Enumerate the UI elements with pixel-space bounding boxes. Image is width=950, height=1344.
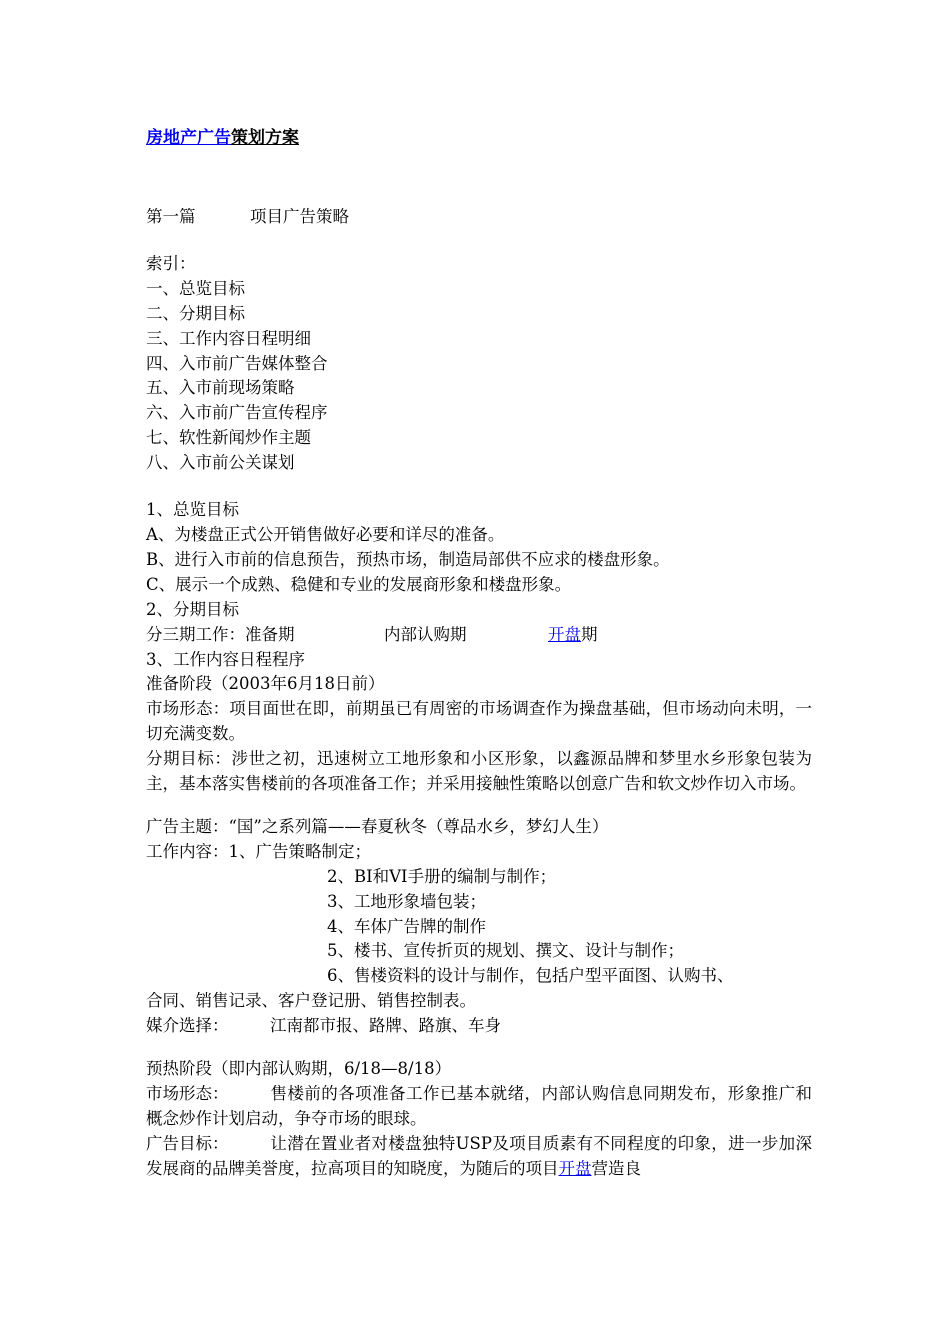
market-paragraph: 市场形态：项目面世在即，前期虽已有周密的市场调查作为操盘基础，但市场动向未明，一切充满变数。 [146, 699, 812, 744]
work-content-first [146, 840, 812, 865]
preheat-goal-text-end: 营造良 [591, 1158, 641, 1178]
opening-link[interactable]: 开盘 [548, 624, 581, 644]
work-item: 5、楼书、宣传折页的规划、撰文、设计与制作； [327, 941, 684, 961]
media-label: 媒介选择： [146, 1016, 229, 1036]
preheat-goal-label: 广告目标： [146, 1133, 229, 1153]
opening-link-2[interactable]: 开盘 [558, 1158, 592, 1178]
phase-2-label: 内部认购期 [384, 624, 467, 644]
phase-1-label: 分三期工作：准备期 [146, 624, 295, 644]
phases-line [146, 623, 812, 648]
media-line [146, 1014, 812, 1039]
work-item: 3、工地形象墙包装； [327, 891, 486, 911]
work-item: 4、车体广告牌的制作 [327, 916, 486, 936]
section-3-heading: 3、工作内容日程程序 [146, 649, 305, 669]
work-item-continuation: 合同、销售记录、客户登记册、销售控制表。 [146, 991, 476, 1011]
chapter-heading [146, 205, 812, 230]
preheat-market-paragraph [146, 1082, 812, 1132]
index-item: 五、入市前现场策略 [146, 378, 295, 398]
section-1-heading: 1、总览目标 [146, 500, 239, 520]
document-page [146, 120, 812, 1182]
chapter-label: 第一篇 [146, 207, 196, 226]
work-item: 2、BI和VI手册的编制与制作； [327, 866, 557, 886]
phase-3-suffix: 期 [581, 624, 598, 644]
work-item: 6、售楼资料的设计与制作，包括户型平面图、认购书、 [327, 966, 734, 986]
preheat-market-label: 市场形态： [146, 1084, 229, 1103]
preheat-heading: 预热阶段（即内部认购期，6/18—8/18） [146, 1059, 452, 1079]
media-value: 江南都市报、路牌、路旗、车身 [270, 1016, 501, 1036]
document-title [146, 126, 812, 152]
preheat-market-text: 售楼前的各项准备工作已基本就绪，内部认购信息同期发布，形象推广和概念炒作计划启动，争夺市场的眼球。 [146, 1084, 812, 1128]
title-rest: 策划方案 [231, 128, 299, 148]
section-1-line: C、展示一个成熟、稳健和专业的发展商形象和楼盘形象。 [146, 574, 572, 594]
index-item: 七、软性新闻炒作主题 [146, 428, 311, 448]
index-list [146, 277, 812, 476]
ad-theme: 广告主题：“国”之系列篇——春夏秋冬（尊品水乡，梦幻人生） [146, 816, 609, 836]
stage-1-heading: 准备阶段（2003年6月18日前） [146, 674, 385, 694]
section-2-heading: 2、分期目标 [146, 599, 239, 619]
section-1-line: B、进行入市前的信息预告，预热市场，制造局部供不应求的楼盘形象。 [146, 549, 670, 569]
work-content-label: 工作内容： [146, 841, 229, 861]
goal-paragraph: 分期目标：涉世之初，迅速树立工地形象和小区形象，以鑫源品牌和梦里水乡形象包装为主，基本落实售楼前的各项准备工作；并采用接触性策略以创意广告和软文炒作切入市场。 [146, 749, 812, 794]
chapter-name: 项目广告策略 [250, 207, 349, 226]
index-item: 一、总览目标 [146, 278, 245, 298]
index-item: 三、工作内容日程明细 [146, 328, 311, 348]
preheat-goal-text: 让潜在置业者对楼盘独特USP及项目质素有不同程度的印象，进一步加深发展商的品牌美誉度，拉高项目的知晓度，为随后的项目 [146, 1133, 812, 1178]
index-item: 六、入市前广告宣传程序 [146, 403, 328, 423]
index-item: 八、入市前公关谋划 [146, 453, 295, 473]
work-item: 1、广告策略制定； [228, 841, 371, 861]
index-item: 二、分期目标 [146, 303, 245, 323]
title-link[interactable]: 房地产广告 [146, 128, 231, 148]
preheat-goal-paragraph [146, 1132, 812, 1182]
index-heading: 索引： [146, 253, 196, 273]
section-1-line: A、为楼盘正式公开销售做好必要和详尽的准备。 [146, 524, 505, 544]
index-item: 四、入市前广告媒体整合 [146, 353, 328, 373]
